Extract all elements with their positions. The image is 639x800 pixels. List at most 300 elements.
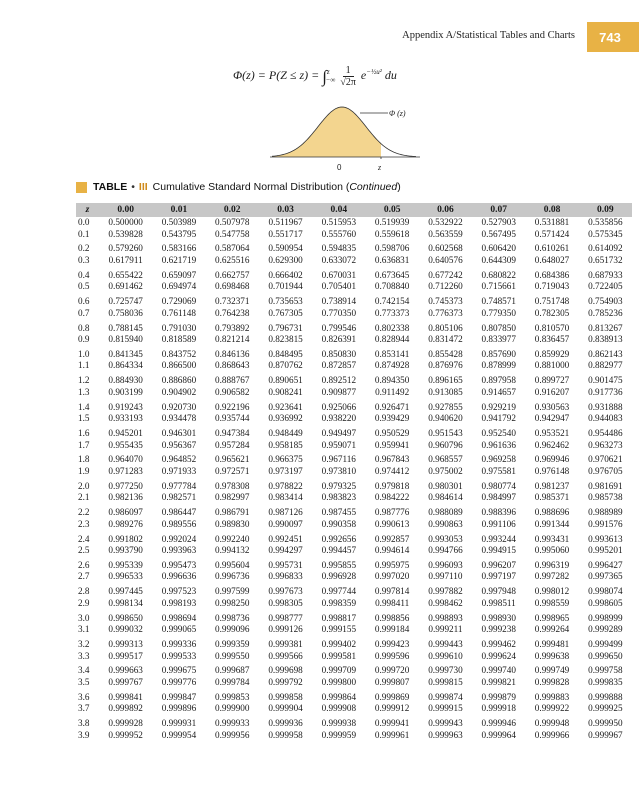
column-header: 0.04 [312,203,365,217]
table-cell: 0.998999 [588,612,623,623]
table-cell: 0.984997 [481,492,516,503]
cdf-formula: Φ(z) = P(Z ≤ z) = ∫$^z_{-\infty}$ $\frac{1}{√2\pi}$ $e^{-\frac{1}{2}u^2}$ du [233,64,397,88]
table-cell: 0.999807 [374,676,410,687]
table-cell: 0.948449 [268,428,303,438]
table-cell: 0.977784 [161,480,197,491]
table-cell: 0.770350 [321,307,357,318]
table-cell: 0.996319 [534,559,570,570]
table-cell: 0.997948 [481,586,516,597]
table-cell: 0.998012 [534,586,570,597]
normal-distribution-table [76,203,632,741]
table-cell: 0.998511 [481,597,516,608]
table-cell: 0.999499 [588,639,623,649]
table-cell: 0.899727 [534,375,570,386]
title-prefix: TABLE [93,181,128,193]
table-cell: 0.998559 [534,597,570,608]
table-row [76,715,632,730]
table-cell: 0.992024 [161,533,197,544]
table-cell: 0.930563 [534,401,570,412]
table-cell: 0.876976 [428,360,463,371]
table-cell: 0.532922 [428,217,463,227]
table-cell: 0.958185 [268,439,303,450]
table-row [76,624,632,636]
table-cell: 0.992656 [321,533,357,544]
table-cell: 0.917736 [588,386,623,397]
table-cell: 0.997744 [321,586,357,597]
table-cell: 0.977250 [108,480,143,491]
table-cell: 0.748571 [481,296,516,307]
table-cell: 0.999963 [428,729,463,740]
table-cell: 0.999767 [108,676,143,687]
table-cell: 0.767305 [268,307,303,318]
table-cell: 0.920730 [161,401,197,412]
table-cell: 0.906582 [215,386,250,397]
table-cell: 0.802338 [374,322,410,333]
table-cell: 0.999638 [534,650,570,661]
table-cell: 0.833977 [481,334,516,345]
table-cell: 0.531881 [534,217,570,227]
table-cell: 0.999847 [161,691,197,702]
table-cell: 0.987776 [374,507,410,518]
table-cell: 0.999610 [428,650,463,661]
table-cell: 0.993244 [481,533,516,544]
table-row [76,651,632,663]
table-cell: 0.776373 [428,307,463,318]
page-number-badge: 743 [587,22,639,52]
table-cell: 0.878999 [481,360,516,371]
table-cell: 0.999912 [374,703,410,714]
table-cell: 0.872857 [321,360,357,371]
row-z-value: 3.8 [78,718,90,729]
table-cell: 0.999550 [215,650,250,661]
table-cell: 0.999675 [161,665,197,676]
table-cell: 0.791030 [161,322,197,333]
table-cell: 0.826391 [321,334,357,345]
table-cell: 0.633072 [321,254,357,265]
table-cell: 0.892512 [321,375,357,386]
table-cell: 0.998250 [215,597,250,608]
table-cell: 0.701944 [268,281,303,292]
table-cell: 0.999938 [321,718,357,729]
row-z-value: 3.0 [78,612,90,623]
table-cell: 0.836457 [534,334,570,345]
table-cell: 0.981691 [588,480,623,491]
table-row [76,398,632,413]
row-z-value: 2.9 [78,597,90,608]
table-cell: 0.934478 [161,413,197,424]
table-cell: 0.999730 [428,665,463,676]
table-cell: 0.511967 [268,217,303,227]
table-cell: 0.999908 [321,703,357,714]
table-cell: 0.998305 [268,597,303,608]
table-cell: 0.919243 [108,401,143,412]
table-cell: 0.662757 [215,269,250,280]
table-cell: 0.590954 [268,243,303,254]
table-cell: 0.782305 [534,307,570,318]
table-cell: 0.610261 [534,243,570,254]
table-cell: 0.764238 [215,307,250,318]
row-z-value: 0.4 [78,269,90,280]
table-cell: 0.555760 [321,228,357,239]
formula-exponent: −½u² [366,68,382,76]
table-cell: 0.991802 [108,533,143,544]
title-continued: Continued [349,181,398,193]
table-row [76,557,632,572]
table-cell: 0.946301 [161,428,197,438]
title-roman: III [138,181,148,193]
axis-zero-label: 0 [337,163,342,172]
table-cell: 0.999961 [374,729,410,740]
table-cell: 0.996533 [108,571,143,582]
table-cell: 0.999566 [268,650,303,661]
table-cell: 0.995855 [321,559,357,570]
table-cell: 0.953521 [534,428,570,438]
table-cell: 0.999950 [588,718,623,729]
table-cell: 0.725747 [108,296,143,307]
table-cell: 0.967116 [321,454,356,465]
table-cell: 0.793892 [215,322,250,333]
table-row [76,267,632,282]
table-cell: 0.960796 [428,439,463,450]
table-cell: 0.995339 [108,559,143,570]
table-cell: 0.999883 [534,691,570,702]
table-cell: 0.813267 [588,322,623,333]
table-cell: 0.998694 [161,612,197,623]
table-cell: 0.821214 [215,334,250,345]
table-cell: 0.994297 [268,545,303,556]
table-cell: 0.995201 [588,545,623,556]
table-cell: 0.999964 [481,729,516,740]
table-cell: 0.617911 [108,254,143,265]
table-cell: 0.963273 [588,439,623,450]
table-cell: 0.925066 [321,401,357,412]
table-cell: 0.993431 [534,533,570,544]
table-cell: 0.659097 [161,269,197,280]
table-cell: 0.997599 [215,586,250,597]
row-z-value: 2.1 [78,492,90,503]
table-cell: 0.997523 [161,586,197,597]
axis-z-label: z [378,163,382,172]
table-cell: 0.999336 [161,639,197,649]
table-cell: 0.999776 [161,676,197,687]
table-cell: 0.962462 [534,439,570,450]
table-cell: 0.559618 [374,228,410,239]
table-cell: 0.729069 [161,296,197,307]
table-cell: 0.999481 [534,639,570,649]
table-cell: 0.995604 [215,559,250,570]
table-cell: 0.999954 [161,729,197,740]
table-cell: 0.999581 [321,650,357,661]
title-close: ) [397,181,401,193]
table-cell: 0.931888 [588,401,623,412]
table-cell: 0.986097 [108,507,143,518]
table-row [76,255,632,267]
table-cell: 0.950529 [374,428,410,438]
table-row [76,217,632,229]
table-cell: 0.969946 [534,454,570,465]
table-cell: 0.796731 [268,322,303,333]
table-row [76,609,632,624]
table-cell: 0.732371 [215,296,250,307]
table-cell: 0.998930 [481,612,516,623]
table-cell: 0.864334 [108,360,143,371]
table-cell: 0.994457 [321,545,357,556]
row-z-value: 3.9 [78,729,90,740]
table-cell: 0.997282 [534,571,570,582]
table-cell: 0.909877 [321,386,357,397]
table-cell: 0.888767 [215,375,250,386]
table-cell: 0.999596 [374,650,410,661]
table-cell: 0.903199 [108,386,143,397]
fraction-denominator: √2π [340,76,356,88]
table-row [76,730,632,742]
table-cell: 0.999896 [161,703,197,714]
table-cell: 0.999533 [161,650,197,661]
table-cell: 0.996207 [481,559,516,570]
table-cell: 0.547758 [215,228,250,239]
table-cell: 0.999952 [108,729,143,740]
row-z-value: 1.2 [78,375,90,386]
table-row [76,413,632,425]
table-cell: 0.974412 [374,465,410,476]
table-cell: 0.503989 [161,217,197,227]
table-cell: 0.999835 [588,676,623,687]
table-cell: 0.933193 [108,413,143,424]
table-cell: 0.927855 [428,401,463,412]
table-cell: 0.955435 [108,439,143,450]
table-cell: 0.575345 [588,228,623,239]
table-row [76,478,632,493]
table-row [76,530,632,545]
table-cell: 0.799546 [321,322,357,333]
table-cell: 0.999720 [374,665,410,676]
table-cell: 0.999821 [481,676,516,687]
table-cell: 0.881000 [534,360,570,371]
curve-label: Φ (z) [389,109,406,118]
table-cell: 0.853141 [374,348,410,359]
table-cell: 0.987126 [268,507,303,518]
integral-lower-limit: −∞ [325,76,336,85]
table-row [76,689,632,704]
table-cell: 0.999749 [534,665,570,676]
table-cell: 0.855428 [428,348,463,359]
table-cell: 0.913085 [428,386,463,397]
column-header: 0.06 [419,203,472,217]
table-cell: 0.715661 [481,281,516,292]
row-z-value: 3.1 [78,624,90,635]
table-cell: 0.705401 [321,281,357,292]
table-cell: 0.966375 [268,454,303,465]
table-row [76,545,632,557]
table-cell: 0.999313 [108,639,143,649]
table-cell: 0.999663 [108,665,143,676]
row-z-value: 1.6 [78,428,90,438]
table-cell: 0.999381 [268,639,303,649]
table-cell: 0.997365 [588,571,623,582]
column-header-z: z [76,203,99,217]
row-z-value: 3.5 [78,676,90,687]
table-cell: 0.838913 [588,334,623,345]
table-cell: 0.987455 [321,507,357,518]
table-cell: 0.666402 [268,269,303,280]
table-cell: 0.959071 [321,439,357,450]
table-cell: 0.539828 [108,228,143,239]
table-row [76,308,632,320]
table-cell: 0.998074 [588,586,623,597]
table-row [76,372,632,387]
table-cell: 0.980301 [428,480,463,491]
table-cell: 0.996427 [588,559,623,570]
column-header: 0.05 [365,203,418,217]
column-header: 0.00 [99,203,152,217]
table-cell: 0.998359 [321,597,357,608]
table-cell: 0.944083 [588,413,623,424]
table-cell: 0.911492 [375,386,410,397]
table-cell: 0.998134 [108,597,143,608]
table-cell: 0.684386 [534,269,570,280]
table-cell: 0.807850 [481,322,516,333]
table-cell: 0.886860 [161,375,197,386]
table-cell: 0.999966 [534,729,570,740]
table-cell: 0.989556 [161,518,197,529]
table-cell: 0.988696 [534,507,570,518]
table-row [76,583,632,598]
table-cell: 0.992451 [268,533,303,544]
table-cell: 0.922196 [215,401,250,412]
table-cell: 0.908241 [268,386,303,397]
table-row [76,229,632,241]
table-cell: 0.587064 [215,243,250,254]
table-cell: 0.945201 [108,428,143,438]
table-row [76,677,632,689]
row-z-value: 1.0 [78,348,90,359]
table-cell: 0.986447 [161,507,197,518]
table-cell: 0.988396 [481,507,516,518]
table-cell: 0.999841 [108,691,143,702]
table-cell: 0.848495 [268,348,303,359]
table-cell: 0.965621 [215,454,250,465]
table-cell: 0.999740 [481,665,516,676]
table-cell: 0.999211 [428,624,463,635]
table-cell: 0.916207 [534,386,570,397]
table-cell: 0.897958 [481,375,516,386]
table-cell: 0.579260 [108,243,143,254]
table-cell: 0.993053 [428,533,463,544]
table-cell: 0.999956 [215,729,250,740]
table-cell: 0.979325 [321,480,357,491]
table-cell: 0.961636 [481,439,516,450]
table-cell: 0.670031 [321,269,357,280]
table-row [76,360,632,372]
table-cell: 0.935744 [215,413,250,424]
table-cell: 0.999941 [374,718,410,729]
table-cell: 0.625516 [215,254,250,265]
row-z-value: 2.0 [78,480,90,491]
table-cell: 0.988089 [428,507,463,518]
table-cell: 0.956367 [161,439,197,450]
table-cell: 0.527903 [481,217,516,227]
row-z-value: 1.4 [78,401,90,412]
table-cell: 0.999892 [108,703,143,714]
table-row [76,703,632,715]
table-cell: 0.998193 [161,597,197,608]
table-row [76,334,632,346]
column-header: 0.03 [259,203,312,217]
table-cell: 0.994614 [374,545,410,556]
table-cell: 0.694974 [161,281,197,292]
table-cell: 0.896165 [428,375,463,386]
row-z-value: 3.4 [78,665,90,676]
table-cell: 0.929219 [481,401,516,412]
table-cell: 0.985371 [534,492,570,503]
table-cell: 0.976148 [534,465,570,476]
table-cell: 0.691462 [108,281,143,292]
table-row [76,636,632,651]
table-cell: 0.999264 [534,624,570,635]
table-row [76,598,632,610]
table-cell: 0.997814 [374,586,410,597]
table-cell: 0.990613 [374,518,410,529]
table-cell: 0.998605 [588,597,623,608]
table-cell: 0.990863 [428,518,463,529]
column-header: 0.02 [206,203,259,217]
table-cell: 0.535856 [588,217,623,227]
table-cell: 0.507978 [215,217,250,227]
table-cell: 0.999925 [588,703,623,714]
table-cell: 0.500000 [108,217,143,227]
table-cell: 0.999698 [268,665,303,676]
table-cell: 0.999402 [321,639,357,649]
running-head: Appendix A/Statistical Tables and Charts [402,30,575,41]
table-cell: 0.997197 [481,571,516,582]
table-cell: 0.995975 [374,559,410,570]
table-cell: 0.979818 [374,480,410,491]
column-header: 0.09 [579,203,632,217]
table-row [76,440,632,452]
table-cell: 0.785236 [588,307,623,318]
table-row [76,387,632,399]
table-cell: 0.981237 [534,480,570,491]
table-cell: 0.758036 [108,307,143,318]
table-cell: 0.999879 [481,691,516,702]
table-cell: 0.998777 [268,612,303,623]
table-row [76,293,632,308]
table-cell: 0.991344 [534,518,570,529]
table-cell: 0.655422 [108,269,143,280]
table-cell: 0.904902 [161,386,197,397]
table-cell: 0.982136 [108,492,143,503]
table-cell: 0.850830 [321,348,357,359]
table-row [76,492,632,504]
column-header: 0.07 [472,203,525,217]
row-z-value: 0.7 [78,307,90,318]
integral-sign-icon: ∫ [322,67,327,86]
table-cell: 0.742154 [374,296,410,307]
table-row [76,425,632,440]
table-row [76,319,632,334]
table-cell: 0.994766 [428,545,463,556]
row-z-value: 0.3 [78,254,90,265]
row-z-value: 1.7 [78,439,90,450]
row-z-value: 1.9 [78,465,90,476]
table-cell: 0.761148 [161,307,196,318]
column-header: 0.08 [525,203,578,217]
table-cell: 0.994915 [481,545,516,556]
table-cell: 0.951543 [428,428,463,438]
table-cell: 0.997673 [268,586,303,597]
table-cell: 0.862143 [588,348,623,359]
table-cell: 0.949497 [321,428,357,438]
